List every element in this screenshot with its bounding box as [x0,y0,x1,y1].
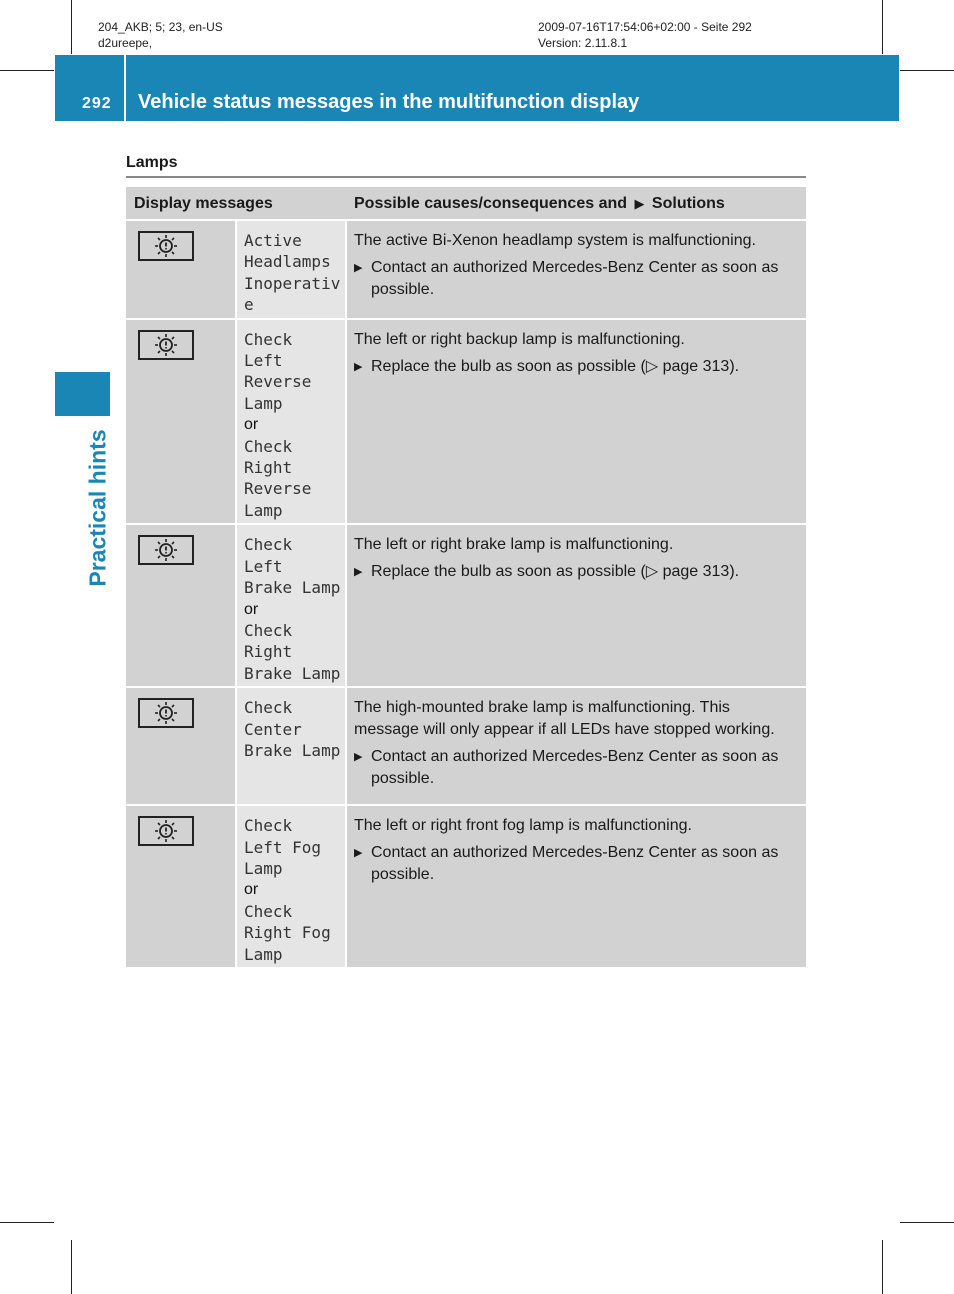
side-tab-marker [55,372,110,416]
lamp-warning-icon [138,698,194,728]
message-line: Right [244,458,293,478]
message-line: Brake Lamp [244,663,341,683]
meta-line: d2ureepe, [98,36,153,50]
or-separator: or [244,416,259,434]
table-row [126,524,806,687]
table-row [126,805,806,968]
message-line: Left [244,351,283,371]
or-separator: or [244,881,259,899]
crop-mark [882,0,883,54]
step-text: Contact an authorized Mercedes-Benz Center as soon as possible. [371,259,779,298]
print-meta-left [98,19,223,51]
message-line: Check [244,816,293,836]
message-line: Right Fog [244,923,331,943]
message-line: Right [244,642,293,662]
crop-mark [71,0,72,54]
display-message [236,805,346,968]
meta-line: 2009-07-16T17:54:06+02:00 - Seite 292 [538,20,752,34]
solution-step [354,746,794,790]
message-line: Check [244,436,293,456]
icon-cell [126,319,236,525]
crop-mark [71,1240,72,1294]
solution-step [354,561,794,583]
header-divider [124,55,126,121]
message-line: Reverse [244,479,312,499]
page-title: Vehicle status messages in the multifunction display [138,91,640,113]
solution-cell [346,220,806,319]
message-line: Active [244,231,302,250]
message-line: Check [244,535,293,555]
crop-mark [0,1222,54,1223]
icon-cell [126,220,236,319]
message-line: Left Fog [244,837,322,857]
table-header-row [126,187,806,220]
arrow-right-icon: ▶ [354,751,363,764]
message-line: Lamp [244,858,283,878]
message-line: Brake Lamp [244,578,341,598]
solution-step [354,356,794,378]
crop-mark [900,70,954,71]
lamps-table [126,187,806,969]
icon-cell [126,805,236,968]
solution-cell [346,805,806,968]
table-row [126,319,806,525]
message-line: Left [244,556,283,576]
print-meta-right [538,19,752,51]
lamp-warning-icon [138,816,194,846]
crop-mark [882,1240,883,1294]
solution-cell [346,524,806,687]
cause-text: The left or right backup lamp is malfunctioning. [354,330,685,348]
table-row [126,220,806,319]
message-line: Reverse [244,372,312,392]
arrow-right-icon: ▶ [354,847,363,860]
solution-cell [346,687,806,805]
arrow-right-icon: ▶ [634,196,645,211]
column-header-solutions-text: Solutions [651,195,725,212]
crop-mark [0,70,54,71]
page-number: 292 [82,95,112,112]
display-message [236,319,346,525]
step-text: Replace the bulb as soon as possible (▷ page 313). [371,563,740,581]
or-separator: or [244,600,259,618]
message-line: Check [244,698,293,718]
cause-text: The active Bi-Xenon headlamp system is malfunctioning. [354,232,756,249]
section-title: Lamps [126,154,178,171]
column-header-causes [346,187,806,220]
column-header-display: Display messages [126,187,346,220]
column-header-causes-text: Possible causes/consequences and [354,195,628,212]
meta-line: 204_AKB; 5; 23, en-US [98,20,223,34]
solution-cell [346,319,806,525]
icon-cell [126,687,236,805]
lamp-warning-icon [138,231,194,261]
cause-text: The left or right front fog lamp is malfunctioning. [354,817,692,835]
message-line: Inoperativ [244,273,341,293]
meta-line: Version: 2.11.8.1 [538,36,628,50]
arrow-right-icon: ▶ [354,262,363,274]
message-line: Lamp [244,393,283,413]
solution-step [354,257,794,301]
step-text: Replace the bulb as soon as possible (▷ page 313). [371,357,740,375]
crop-mark [900,1222,954,1223]
display-message [236,220,346,319]
step-text: Contact an authorized Mercedes-Benz Center as soon as possible. [371,748,779,788]
cause-text: The left or right brake lamp is malfunctioning. [354,536,674,554]
message-line: e [244,295,254,315]
message-line: Brake Lamp [244,740,341,760]
message-line: Headlamps [244,252,331,272]
step-text: Contact an authorized Mercedes-Benz Center as soon as possible. [371,844,779,884]
message-line: Lamp [244,944,283,964]
lamp-warning-icon [138,535,194,565]
display-message [236,687,346,805]
lamp-warning-icon [138,330,194,360]
solution-step [354,842,794,886]
arrow-right-icon: ▶ [354,360,363,373]
icon-cell [126,524,236,687]
message-line: Lamp [244,500,283,520]
section-rule [126,176,806,178]
cause-text: The high-mounted brake lamp is malfunctioning. This message will only appear if all LEDs have stopped working. [354,699,775,739]
message-line: Check [244,901,293,921]
message-line: Check [244,329,293,349]
message-line: Center [244,719,302,739]
side-tab-label: Practical hints [84,429,111,587]
arrow-right-icon: ▶ [354,566,363,579]
table-row [126,687,806,805]
message-line: Check [244,620,293,640]
display-message [236,524,346,687]
